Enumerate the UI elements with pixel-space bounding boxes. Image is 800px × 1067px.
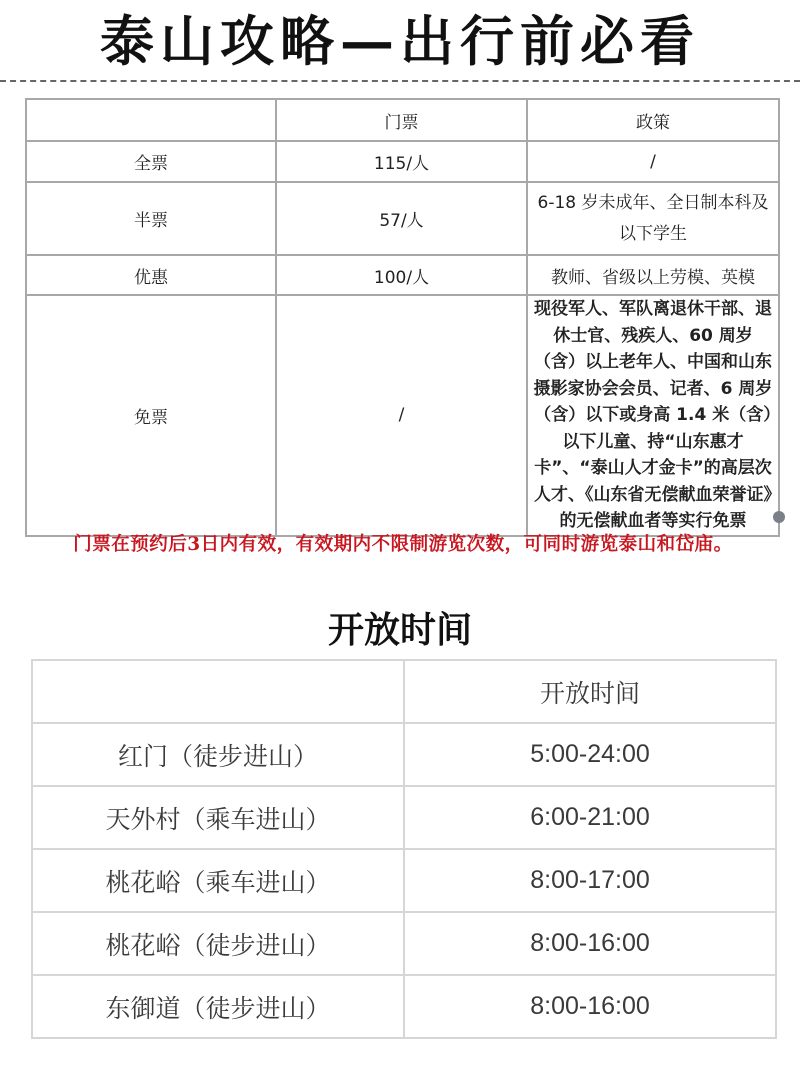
table-row (26, 255, 779, 295)
column-header-empty (32, 660, 404, 723)
table-row (32, 912, 776, 975)
ticket-type: 优惠 (26, 255, 276, 295)
table-header-row (32, 660, 776, 723)
opening-hours: 8:00-17:00 (404, 849, 776, 912)
ticket-type: 半票 (26, 182, 276, 255)
table-row (32, 975, 776, 1038)
opening-hours: 8:00-16:00 (404, 912, 776, 975)
entrance-name: 天外村（乘车进山） (32, 786, 404, 849)
entrance-name: 红门（徒步进山） (32, 723, 404, 786)
column-header-empty (26, 99, 276, 141)
dashed-divider (0, 80, 800, 82)
ticket-price: / (276, 295, 527, 536)
page-title: 泰山攻略—出行前必看 (100, 9, 700, 73)
ticket-policy: 6-18 岁未成年、全日制本科及以下学生 (527, 182, 779, 255)
opening-hours: 6:00-21:00 (404, 786, 776, 849)
ticket-price: 115/人 (276, 141, 527, 182)
opening-hours: 8:00-16:00 (404, 975, 776, 1038)
ticket-policy: 教师、省级以上劳模、英模 (527, 255, 779, 295)
table-row (26, 182, 779, 255)
opening-hours-table (31, 659, 777, 1039)
validity-notice: 门票在预约后3日内有效，有效期内不限制游览次数，可同时游览泰山和岱庙。 (73, 534, 733, 555)
table-row (32, 849, 776, 912)
ticket-type: 免票 (26, 295, 276, 536)
column-header-hours: 开放时间 (404, 660, 776, 723)
resize-handle-icon (773, 511, 785, 523)
ticket-price: 100/人 (276, 255, 527, 295)
entrance-name: 桃花峪（乘车进山） (32, 849, 404, 912)
opening-hours: 5:00-24:00 (404, 723, 776, 786)
ticket-policy: 现役军人、军队离退休干部、退休士官、残疾人、60 周岁（含）以上老年人、中国和山东摄影家协会会员、记者、6 周岁（含）以下或身高 1.4 米（含）以下儿童、持“山东惠才卡”、“泰山人才金卡”的高层次人才、《山东省无偿献血荣誉证》的无偿献血者等实行免票 (527, 295, 779, 536)
table-row (32, 723, 776, 786)
table-header-row (26, 99, 779, 141)
section-title-hours: 开放时间 (327, 609, 472, 651)
ticket-price-table (25, 98, 780, 537)
table-row (26, 295, 779, 536)
ticket-type: 全票 (26, 141, 276, 182)
entrance-name: 桃花峪（徒步进山） (32, 912, 404, 975)
ticket-policy: / (527, 141, 779, 182)
column-header-policy: 政策 (527, 99, 779, 141)
column-header-ticket: 门票 (276, 99, 527, 141)
table-row (26, 141, 779, 182)
entrance-name: 东御道（徒步进山） (32, 975, 404, 1038)
ticket-price: 57/人 (276, 182, 527, 255)
table-row (32, 786, 776, 849)
